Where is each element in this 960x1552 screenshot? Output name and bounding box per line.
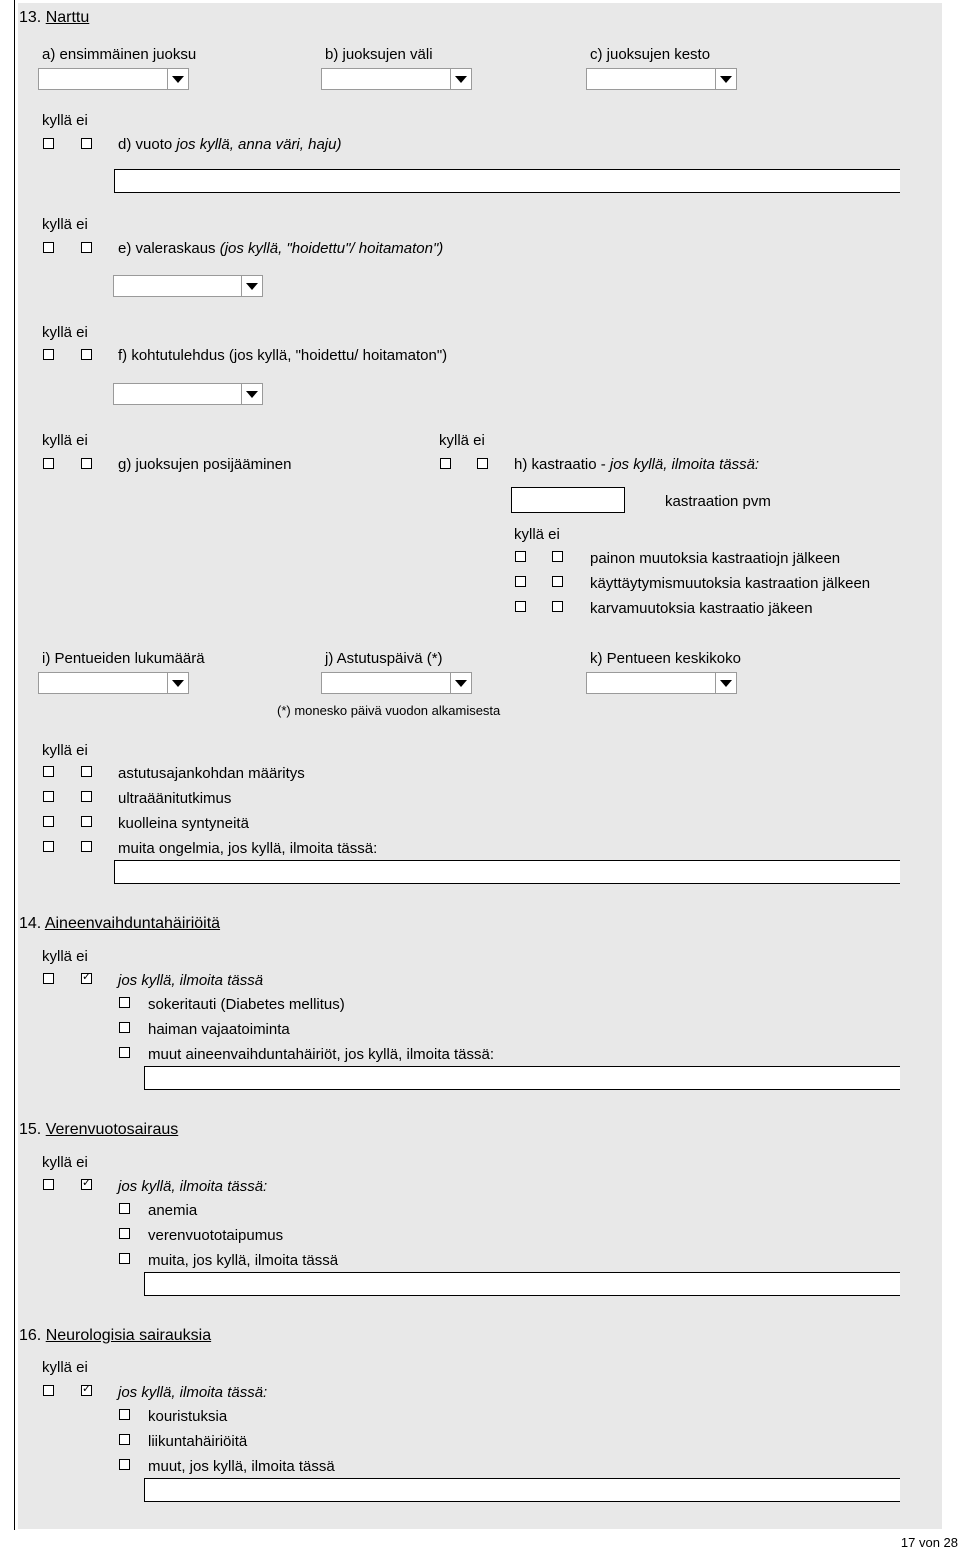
checkbox-s14-item3[interactable]	[119, 1047, 130, 1058]
yes-no-header: kyllä ei	[42, 216, 88, 233]
checkbox-h2-no[interactable]	[552, 576, 563, 587]
label-m1: astutusajankohdan määritys	[118, 765, 305, 782]
section-number: 16.	[19, 1327, 42, 1344]
castration-date-field[interactable]	[511, 487, 625, 513]
dropdown-c[interactable]	[586, 68, 737, 90]
text-field-other-problems[interactable]	[114, 860, 900, 884]
dropdown-a[interactable]	[38, 68, 189, 90]
checkbox-s16-item2[interactable]	[119, 1434, 130, 1445]
text-field-d[interactable]	[114, 169, 900, 193]
checkbox-s15-yes[interactable]	[43, 1179, 54, 1190]
yes-no-header: kyllä ei	[42, 742, 88, 759]
label-m2: ultraäänitutkimus	[118, 790, 232, 807]
chevron-down-icon	[450, 673, 471, 693]
checkbox-s15-item3[interactable]	[119, 1253, 130, 1264]
checkbox-f-yes[interactable]	[43, 349, 54, 360]
checkbox-s15-item1[interactable]	[119, 1203, 130, 1214]
checkbox-s16-item1[interactable]	[119, 1409, 130, 1420]
label-h1: painon muutoksia kastraatiojn jälkeen	[590, 550, 841, 567]
text-field-s16[interactable]	[144, 1478, 900, 1502]
checkbox-h-yes[interactable]	[440, 458, 451, 469]
checkbox-s15-item2[interactable]	[119, 1228, 130, 1239]
chevron-down-icon	[167, 673, 188, 693]
page-number: 17 von 28	[900, 1535, 958, 1550]
footnote-j: (*) monesko päivä vuodon alkamisesta	[277, 703, 501, 718]
label-h2: käyttäytymismuutoksia kastraation jälkeen	[590, 575, 871, 592]
label-m3: kuolleina syntyneitä	[118, 815, 249, 832]
checkbox-s14-yes[interactable]	[43, 973, 54, 984]
note-s14: jos kyllä, ilmoita tässä	[118, 972, 264, 989]
chevron-down-icon	[715, 673, 736, 693]
checkbox-m4-yes[interactable]	[43, 841, 54, 852]
checkbox-g-no[interactable]	[81, 458, 92, 469]
yes-no-header: kyllä ei	[42, 1359, 88, 1376]
label-s14-item1: sokeritauti (Diabetes mellitus)	[148, 996, 345, 1013]
dropdown-e[interactable]	[113, 275, 263, 297]
chevron-down-icon	[167, 69, 188, 89]
section-15-heading	[19, 1120, 178, 1140]
checkbox-s15-no[interactable]	[81, 1179, 92, 1190]
label-h: h) kastraatio - jos kyllä, ilmoita tässä:	[514, 456, 760, 473]
checkbox-s14-item2[interactable]	[119, 1022, 130, 1033]
chevron-down-icon	[450, 69, 471, 89]
checkbox-f-no[interactable]	[81, 349, 92, 360]
text-field-s15[interactable]	[144, 1272, 900, 1296]
dropdown-f[interactable]	[113, 383, 263, 405]
checkbox-e-yes[interactable]	[43, 242, 54, 253]
section-14-heading	[19, 914, 220, 934]
label-d: d) vuoto jos kyllä, anna väri, haju)	[118, 136, 342, 153]
checkbox-m2-no[interactable]	[81, 791, 92, 802]
label-b: b) juoksujen väli	[325, 46, 433, 63]
label-a: a) ensimmäinen juoksu	[42, 46, 197, 63]
checkbox-h2-yes[interactable]	[515, 576, 526, 587]
label-s15-item1: anemia	[148, 1202, 198, 1219]
label-s15-item3: muita, jos kyllä, ilmoita tässä	[148, 1252, 339, 1269]
yes-no-header: kyllä ei	[42, 1154, 88, 1171]
note-s16: jos kyllä, ilmoita tässä:	[118, 1384, 268, 1401]
checkbox-h3-yes[interactable]	[515, 601, 526, 612]
checkbox-h1-yes[interactable]	[515, 551, 526, 562]
checkbox-g-yes[interactable]	[43, 458, 54, 469]
label-k: k) Pentueen keskikoko	[590, 650, 741, 667]
checkbox-m3-no[interactable]	[81, 816, 92, 827]
checkbox-h1-no[interactable]	[552, 551, 563, 562]
yes-no-header: kyllä ei	[42, 112, 88, 129]
dropdown-j[interactable]	[321, 672, 472, 694]
label-g: g) juoksujen posijääminen	[118, 456, 292, 473]
checkbox-s14-item1[interactable]	[119, 997, 130, 1008]
label-m4: muita ongelmia, jos kyllä, ilmoita tässä:	[118, 840, 378, 857]
yes-no-header: kyllä ei	[42, 324, 88, 341]
label-s16-item3: muut, jos kyllä, ilmoita tässä	[148, 1458, 335, 1475]
checkbox-s16-item3[interactable]	[119, 1459, 130, 1470]
label-castration-date: kastraation pvm	[665, 493, 771, 510]
label-s15-item2: verenvuototaipumus	[148, 1227, 284, 1244]
label-c: c) juoksujen kesto	[590, 46, 711, 63]
checkbox-m2-yes[interactable]	[43, 791, 54, 802]
label-e: e) valeraskaus (jos kyllä, "hoidettu"/ hoitamaton")	[118, 240, 444, 257]
section-number: 15.	[19, 1121, 42, 1138]
yes-no-header: kyllä ei	[439, 432, 485, 449]
label-s14-item2: haiman vajaatoiminta	[148, 1021, 290, 1038]
chevron-down-icon	[715, 69, 736, 89]
label-s16-item1: kouristuksia	[148, 1408, 228, 1425]
checkbox-m1-no[interactable]	[81, 766, 92, 777]
left-margin-line	[14, 0, 15, 1530]
checkbox-d-no[interactable]	[81, 138, 92, 149]
checkbox-m4-no[interactable]	[81, 841, 92, 852]
label-s16-item2: liikuntahäiriöitä	[148, 1433, 248, 1450]
section-13-heading	[19, 8, 89, 28]
section-16-heading	[19, 1326, 211, 1346]
section-title: Verenvuotosairaus	[45, 1121, 179, 1138]
chevron-down-icon	[241, 276, 262, 296]
label-h3: karvamuutoksia kastraatio jäkeen	[590, 600, 813, 617]
section-number: 13.	[19, 9, 42, 26]
section-title: Neurologisia sairauksia	[45, 1327, 212, 1344]
checkbox-e-no[interactable]	[81, 242, 92, 253]
checkbox-d-yes[interactable]	[43, 138, 54, 149]
yes-no-header: kyllä ei	[514, 526, 560, 543]
checkbox-s16-yes[interactable]	[43, 1385, 54, 1396]
label-s14-item3: muut aineenvaihduntahäiriöt, jos kyllä, ilmoita tässä:	[148, 1046, 495, 1063]
label-i: i) Pentueiden lukumäärä	[42, 650, 205, 667]
label-f: f) kohtutulehdus (jos kyllä, "hoidettu/ hoitamaton")	[118, 347, 448, 364]
section-title: Aineenvaihduntahäiriöitä	[44, 915, 221, 932]
dropdown-k[interactable]	[586, 672, 737, 694]
note-s15: jos kyllä, ilmoita tässä:	[118, 1178, 268, 1195]
checkbox-m3-yes[interactable]	[43, 816, 54, 827]
checkbox-m1-yes[interactable]	[43, 766, 54, 777]
yes-no-header: kyllä ei	[42, 948, 88, 965]
section-number: 14.	[19, 915, 42, 932]
dropdown-i[interactable]	[38, 672, 189, 694]
label-j: j) Astutuspäivä (*)	[325, 650, 443, 667]
text-field-s14[interactable]	[144, 1066, 900, 1090]
dropdown-b[interactable]	[321, 68, 472, 90]
chevron-down-icon	[241, 384, 262, 404]
checkbox-s14-no[interactable]	[81, 973, 92, 984]
checkbox-h3-no[interactable]	[552, 601, 563, 612]
section-title: Narttu	[45, 9, 90, 26]
checkbox-h-no[interactable]	[477, 458, 488, 469]
yes-no-header: kyllä ei	[42, 432, 88, 449]
checkbox-s16-no[interactable]	[81, 1385, 92, 1396]
